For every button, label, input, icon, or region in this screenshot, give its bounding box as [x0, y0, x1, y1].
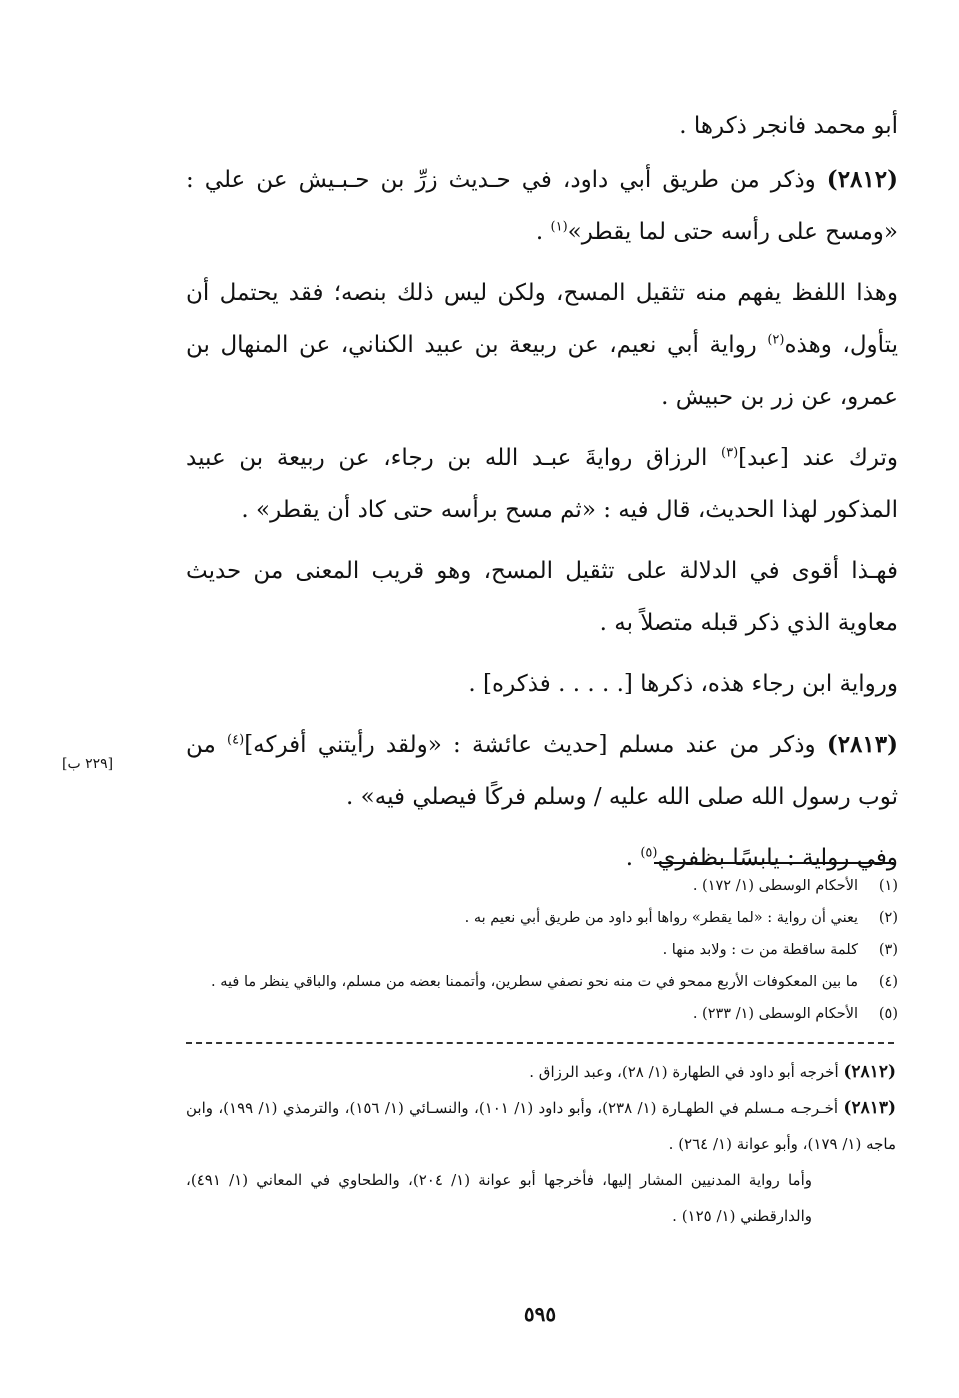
footnote-item: (٣) كلمة ساقطة من ت : ولابد منها .	[662, 942, 898, 958]
footnote-ref[interactable]: (١)	[550, 219, 568, 235]
manuscript-folio-marker: [٢٢٩ ب]	[62, 756, 114, 772]
paragraph-hadith-2813: (٢٨١٣) وذكر من عند مسلم [حديث عائشة : «ولقد رأيتني أفركه]$^{(٤)}$ من ثوب رسول الله صلى الله عليه / وسلم فركًا فيصلي فيه» .	[186, 731, 899, 810]
footnote-item: (٤) ما بين المعكوفات الأربع ممحو في ت منه نحو نصفي سطرين، وأتممنا بعضه من مسلم، والباقي ينظر ما فيه .	[211, 974, 898, 990]
hadith-number: (٢٨١٣)	[826, 731, 899, 758]
hadith-number: (٢٨١٢)	[826, 166, 898, 193]
paragraph-commentary: وهذا اللفظ يفهم منه تثقيل المسح، ولكن ليس ذلك بنصه؛ فقد يحتمل أن يتأول، وهذه$^{(٢)}$ رواية أبي نعيم، عن ربيعة بن عبيد الكناني، عن المنهال بن عمرو، عن زر بن حبيش .	[186, 280, 898, 410]
paragraph-ibn-raja: ورواية ابن رجاء هذه، ذكرها [. . . . . فذكره] .	[468, 671, 898, 697]
paragraph-intro: أبو محمد فانجر ذكرها .	[679, 113, 898, 139]
footnote-divider	[654, 862, 894, 864]
paragraph-riwaya: وفي رواية : يابسًا بظفري$^{(٥)}$ .	[625, 845, 898, 871]
footnote-ref[interactable]: (٥)	[640, 845, 658, 861]
paragraph-abd-razzaq: وترك عند [عبد]$^{(٣)}$ الرزاق روايةَ عبـد الله بن رجاء، عن ربيعة بن عبيد المذكور لهذا الحديث، قال فيه : «ثم مسح برأسه حتى كاد أن يقطر» .	[186, 445, 898, 523]
takhrij-item-2813-continued: وأما رواية المدنيين المشار إليها، فأخرجها أبو عوانة (١/ ٢٠٤)، والطحاوي في المعاني (١/ ٤٩١)، والدارقطني (١/ ١٢٥) .	[186, 1171, 813, 1225]
takhrij-item-2812: (٢٨١٢) أخرجه أبو داود في الطهارة (١/ ٢٨)، وعبد الرزاق .	[529, 1062, 896, 1082]
takhrij-item-2813: (٢٨١٣) أخـرجـه مـسلم في الطهـارة (١/ ٢٣٨)، وأبو داود (١/ ١٠١)، والنسـائي (١/ ١٥٦)، والترمذي (١/ ١٩٩)، وابن ماجه (١/ ١٧٩)، وأبو عوانة (١/ ٢٦٤) .	[186, 1098, 897, 1153]
paragraph-hadith-2812: (٢٨١٢) وذكر من طريق أبي داود، في حـديث زرِّ بن حـبـيش عن علي : «ومسح على رأسه حتى لما يقطر»$^{(١)}$ .	[186, 166, 898, 245]
takhrij-divider	[186, 1042, 894, 1044]
footnotes	[186, 870, 898, 1030]
footnote-item: (٥) الأحكام الوسطى (١/ ٢٣٣) .	[692, 1006, 898, 1022]
main-text	[186, 100, 898, 893]
paragraph-evaluation: فهـذا أقوى في الدلالة على تثقيل المسح، وهو قريب المعنى من حديث معاوية الذي ذكر قبله متصلاً به .	[186, 558, 898, 636]
footnote-ref[interactable]: (٣)	[721, 445, 739, 461]
footnote-ref[interactable]: (٤)	[227, 732, 245, 748]
footnote-item: (٢) يعني أن رواية : «لما يقطر» رواها أبو داود من طريق أبي نعيم به .	[464, 910, 898, 926]
footnote-ref[interactable]: (٢)	[767, 332, 785, 348]
takhrij-section	[186, 1054, 896, 1234]
page-number: ٥٩٥	[523, 1302, 557, 1326]
footnote-item: (١) الأحكام الوسطى (١/ ١٧٢) .	[692, 878, 898, 894]
